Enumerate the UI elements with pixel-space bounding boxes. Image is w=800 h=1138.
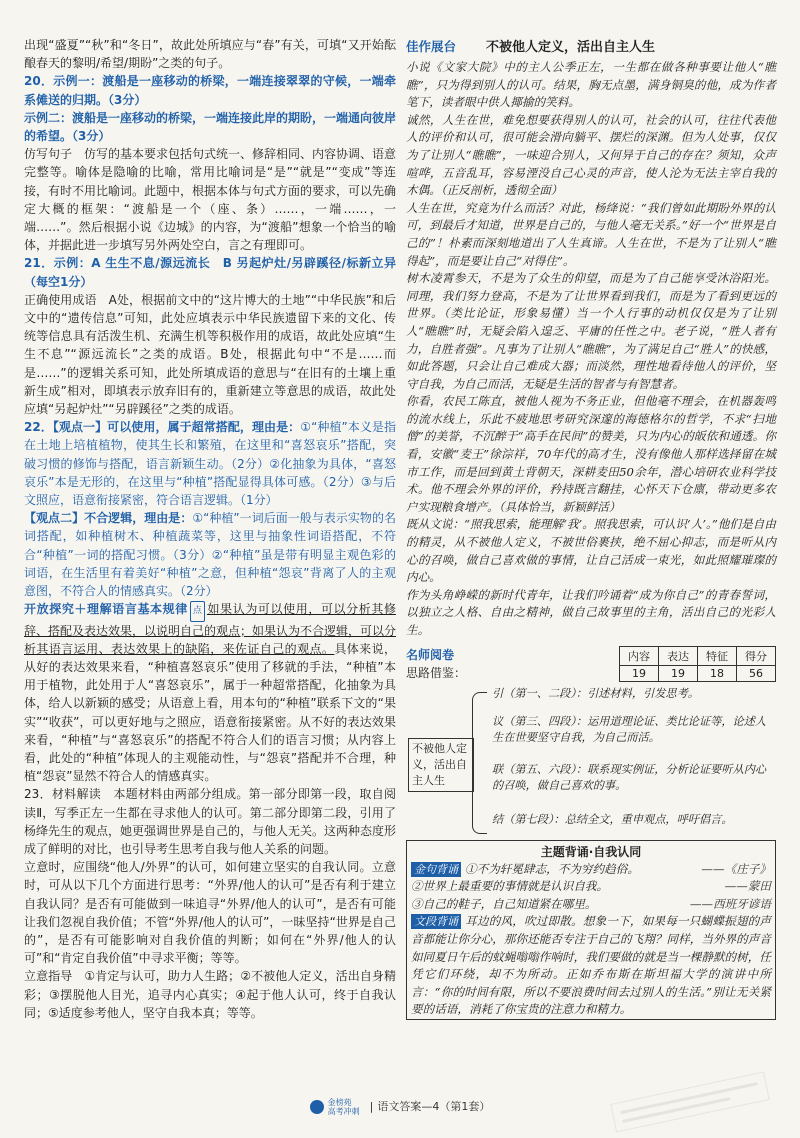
structure-outline bbox=[406, 686, 776, 836]
review-labels bbox=[406, 646, 466, 682]
essay-paragraph-3: 人生在世，究竟为什么而活？对此，杨绛说：“我们曾如此期盼外界的认可，到最后才知道，世界是自己的，与他人毫无关系。”好一个“世界是自己的”！朴素而深刻地道出了人生真谛。人生在世，不是为了让别人“瞧得起”，而是要让自己“对得住”。 bbox=[406, 200, 776, 268]
essay-paragraph-6: 既从文说：“照我思索，能理解‘我’。照我思索，可认识‘人’。”他们是自由的精灵，从不被他人定义，不被世俗裹挟，绝不屈心抑志，而是听从内心的召唤，做自己喜欢做的事情，让自己活成一束光，如此照耀璀璨的内心。 bbox=[406, 517, 776, 585]
score-header: 内容 bbox=[620, 646, 659, 665]
essay-title: 不被他人定义，活出自主人生 bbox=[486, 40, 656, 55]
review-section bbox=[406, 646, 776, 682]
score-header: 得分 bbox=[737, 646, 776, 665]
paragraph-tag: 文段背诵 bbox=[411, 914, 461, 929]
watermark-stamp bbox=[608, 1066, 773, 1138]
note-badge: 点 bbox=[190, 601, 205, 621]
quote-3 bbox=[411, 896, 771, 914]
q22-explanation bbox=[24, 600, 396, 785]
q23-material: 23．材料解读 本题材料由两部分组成。第一部分即第一段，取自阅读Ⅱ，写季正左一生都在寻求他人的认可。第二部分即第二段，引用了杨绛先生的观点，她更强调世界是自己的，与他人无关。这两种态度形成了鲜明的对比，也引导考生思考自我与他人关系的问题。 bbox=[24, 787, 397, 856]
brand-line-1: 金榜苑 bbox=[327, 1098, 352, 1107]
q23-approach: 立意时，应围绕“他人/外界”的认可，如何建立坚实的自我认同。立意时，可从以下几个方面进行思考：“外界/他人的认可”是否有利于建立自我认同？是否有可能做到一味追寻“外界/他人的认可”，是否有可能让我们忽视自我价值；不管“外界/他人的认可”，一昧坚持“世界是自己的”，是否有可能影响对自我价值的判断；如何在“外界/他人的认可”和“肯定自我价值”中寻求平衡；等等。 bbox=[24, 860, 396, 966]
quote-1-text: ①不为轩冕肆志，不为穷约趋俗。 bbox=[465, 861, 639, 876]
theme-title: 主题背诵·自我认同 bbox=[540, 844, 642, 859]
q22-view-2-body: ①“种植”一词后面一般与表示实物的名词搭配，如种植树木、种植蔬菜等，这里与抽象性词语搭配，不符合“种植”一词的搭配习惯。（3分）②“种植”虽是带有明显主观色彩的词语，在生活里有着美好“种植”之意，但种植“怨哀”背离了人的主观意图，不符合人的情感真实。（2分） bbox=[24, 511, 396, 599]
q20-example-2: 示例二：渡船是一座移动的桥梁，一端连接此岸的期盼，一端通向彼岸的希望。（3分） bbox=[24, 110, 397, 144]
score-value-row bbox=[620, 665, 776, 681]
left-column bbox=[24, 36, 396, 1022]
score-header-row bbox=[620, 646, 776, 665]
q22-explanation-body: 具体来说，从好的表达效果来看，“种植喜怒哀乐”使用了移就的手法，“种植”本用于植物，此处用于人“喜怒哀乐”，属于一种超常搭配，化抽象为具体，给人以新颖的感受；从语意上看，用本句的“种植”联系下文的“果实”“收获”，可以更好地与之照应，语意衔接紧密。从不好的表达效果来看，“种植”与“喜怒哀乐”的搭配不符合人们的语言习惯；从内容上看，此处的“种植”体现人的主观能动性，与“怨哀”搭配并不合理，种植“怨哀”显然不符合人的情感真实。 bbox=[24, 641, 396, 784]
quote-2-source: ——蒙田 bbox=[724, 879, 771, 894]
answer-intro: 出现“盛夏”“秋”和“冬日”，故此处所填应与“春”有关，可填“又开始酝酿春天的黎明/希望/期盼”之类的句子。 bbox=[24, 38, 396, 71]
review-label-2: 思路借鉴： bbox=[406, 665, 467, 680]
q22-view-1-body: ①“种植”本义是指在土地上培植植物，使其生长和繁殖，在这里和“喜怒哀乐”搭配，突破习惯的修饰与搭配，语言新颖生动。（2分）②化抽象为具体，“喜怒哀乐”本是无形的，在这里与“种植”搭配显得具体可感。（2分）③与后文照应，语意衔接紧密，符合语言逻辑。（1分） bbox=[24, 420, 396, 508]
score-value: 19 bbox=[659, 665, 698, 681]
brand-line-2: 高考冲刺 bbox=[327, 1107, 360, 1116]
outline-brace bbox=[472, 692, 487, 834]
q20-explanation: 仿写句子 仿写的基本要求包括句式统一、修辞相同、内容协调、语意完整等。喻体是隐喻的比喻，常用比喻词是“是”“就是”“变成”等连接，有时不用比喻词。此题中，根据本体与句式方面的要求，可以先确定大概的框架：“渡船是一个（座、条）……，一端……，一端……”。然后根据小说《边城》的内容，为“渡船”想象一个恰当的喻体，并据此进一步填写另外两处空白，言之有理即可。 bbox=[24, 147, 397, 253]
score-header: 表达 bbox=[659, 646, 698, 665]
q21-answer: 21．示例：A 生生不息/源远流长 B 另起炉灶/另辟蹊径/标新立异（每空1分） bbox=[24, 256, 396, 289]
quote-3-text: ③自己的鞋子，自己知道紧在哪里。 bbox=[411, 896, 597, 911]
outline-item-3: 联（第五、六段）：联系现实例证，分析论证要听从内心的召唤，做自己喜欢的事。 bbox=[492, 762, 767, 792]
brand-logo-icon bbox=[310, 1100, 324, 1114]
quote-2-text: ②世界上最重要的事情就是认识自我。 bbox=[411, 879, 609, 894]
q21-explanation: 正确使用成语 A处，根据前文中的“这片博大的土地”“中华民族”和后文中的“遗传信息”可知，此处应填表示中华民族遗留下来的文化、传统等信息具有活泼生机、充满生机等积极作用的成语，故此处应填“生生不息”“源远流长”之类的成语。B处，根据此句中“不是……而是……”的逻辑关系可知，此处所填成语的意思与“在旧有的土壤上重新生成”相对，即填表示放弃旧有的，重新建立等意思的成语，故此处应填“另起炉灶”“另辟蹊径”之类的成语。 bbox=[24, 292, 396, 417]
q22-explanation-note: 如果认为可以使用，可以分析其修辞、搭配及表达效果，以说明自己的观点；如果认为不合逻辑，可以分析其语言运用、表达效果上的缺陷，来佐证自己的观点。 bbox=[24, 602, 397, 656]
score-value: 19 bbox=[620, 665, 659, 681]
score-value: 18 bbox=[698, 665, 737, 681]
score-table bbox=[619, 646, 776, 682]
quote-3-source: ——西班牙谚语 bbox=[689, 896, 771, 911]
review-label: 名师阅卷 bbox=[406, 647, 455, 662]
quote-1-source: ——《庄子》 bbox=[701, 861, 771, 876]
q22-view-1-head: 22．【观点一】可以使用，属于超常搭配，理由是： bbox=[24, 420, 301, 435]
essay-section-tag: 佳作展台 bbox=[406, 38, 457, 54]
quote-tag: 金句背诵 bbox=[411, 862, 461, 877]
quote-1 bbox=[411, 861, 771, 879]
score-value: 56 bbox=[737, 665, 776, 681]
essay-paragraph-1: 小说《文家大院》中的主人公季正左，一生都在做各种事要让他人“瞧瞧”，只为得到别人的认可。结果，胸无点墨，满身铜臭的他，成为作者笔下，读者眼中供人揶揄的笑料。 bbox=[406, 60, 776, 110]
outline-title: 不被他人定义，活出自主人生 bbox=[408, 738, 474, 792]
essay-paragraph-4: 树木凌霄参天，不是为了众生的仰望，而是为了自己能享受沐浴阳光。同理，我们努力登高，不是为了让世界看到我们，而是为了看到更远的世界。（类比论证，形象易懂）当一个人行事的动机仅仅是为了让别人“瞧瞧”时，无疑会陷入遑乏、平庸的任性之中。老子说，“胜人者有力，自胜者强”。凡事为了让别人“瞧瞧”，为了满足自己“胜人”的快感，如此答题，只会让自己难成大器；而淡然，理性地看待他人的评价，坚守自我，为自己而活，无疑是生活的智者与有智慧者。 bbox=[406, 271, 776, 391]
q22-view-1 bbox=[24, 418, 396, 509]
score-header: 特征 bbox=[698, 646, 737, 665]
right-column bbox=[406, 36, 776, 1020]
q23-guidance: 立意指导 ①肯定与认可，助力人生路；②不被他人定义，活出自身精彩；③摆脱他人目光，追寻内心真实；④起于他人认可，终于自我认同；⑤适度参考他人，坚守自我本真；等等。 bbox=[24, 969, 396, 1020]
essay-paragraph-2: 诚然，人生在世，难免想要获得别人的认可，社会的认可，往往代表他人的评价和认可，很可能会滑向躺平、摆烂的深渊。但为人处事，仅仅为了让别人“瞧瞧”，一味迎合别人，又何异于自己的存在？须知，众声喧哗，五音乱耳，容易湮没自己心灵的声音，使人沦为无法主宰自我的木偶。（正反剖析，透彻全面） bbox=[406, 112, 776, 198]
outline-item-2: 议（第三、四段）：运用道理论证、类比论证等，论述人生在世要坚守自我，为自己而活。 bbox=[492, 714, 767, 744]
essay-header bbox=[406, 36, 776, 55]
essay-paragraph-5: 你看，农民工陈直，被他人视为不务正业，但他毫不理会，在机器轰鸣的流水线上，乐此不疲地思考研究深邃的海德格尔的哲学，不求“扫地僧”的美誉，不沉醉于“高手在民间”的赞美，只为内心的皈依和通透。你看，安徽“麦王”徐淙祥，70年代的高才生，没有像他人那样选择留在城市工作，而是回到黄土背朝天，深耕麦田50余年，潜心培研农业科学技术。他不理会外界的评价，矜持既言翻挂，心怀天下仓廪，带动更多农户实现粮食增产。（具体恰当，新颖鲜活） bbox=[406, 394, 776, 514]
recite-paragraph-text: 耳边的风，吹过即散。想象一下，如果每一只蝴蝶振翅的声音都能让你分心，那你还能否专注于自己的飞翔？同样，当外界的声音如同夏日午后的蚊蝇嗡嗡作响时，我们要做的就是当一棵静默的树，任凭它们环绕，却不为所动。正如乔布斯在斯坦福大学的演讲中所言：“你的时间有限，所以不要浪费时间去过别人的生活。”别让无关紧要的话语，消耗了你宝贵的注意力和精力。 bbox=[411, 914, 771, 1017]
q20-example-1: 20．示例一：渡船是一座移动的桥梁，一端连接翠翠的守候，一端牵系傩送的归期。（3分） bbox=[24, 74, 396, 107]
q22-view-2 bbox=[24, 509, 396, 600]
brand-text bbox=[328, 1098, 360, 1116]
outline-item-1: 引（第一、二段）：引述材料，引发思考。 bbox=[492, 686, 699, 700]
quote-2 bbox=[411, 878, 771, 896]
page-label: 语文答案—4（第1套） bbox=[377, 1100, 491, 1113]
footer-separator: | bbox=[369, 1100, 374, 1113]
essay-paragraph-7: 作为头角峥嵘的新时代青年，让我们吟诵着“成为你自己”的青春誓词，以独立之人格、自由之精神，做自己故事里的主角，活出自己的光彩人生。 bbox=[406, 587, 776, 637]
theme-recitation-box bbox=[406, 840, 776, 1020]
recite-paragraph bbox=[411, 913, 771, 1019]
outline-item-4: 结（第七段）：总结全文，重申观点，呼吁倡言。 bbox=[492, 812, 733, 826]
q22-explanation-head: 开放探究＋理解语言基本规律 bbox=[24, 602, 188, 617]
q22-view-2-head: 【观点二】不合逻辑，理由是： bbox=[24, 511, 193, 526]
